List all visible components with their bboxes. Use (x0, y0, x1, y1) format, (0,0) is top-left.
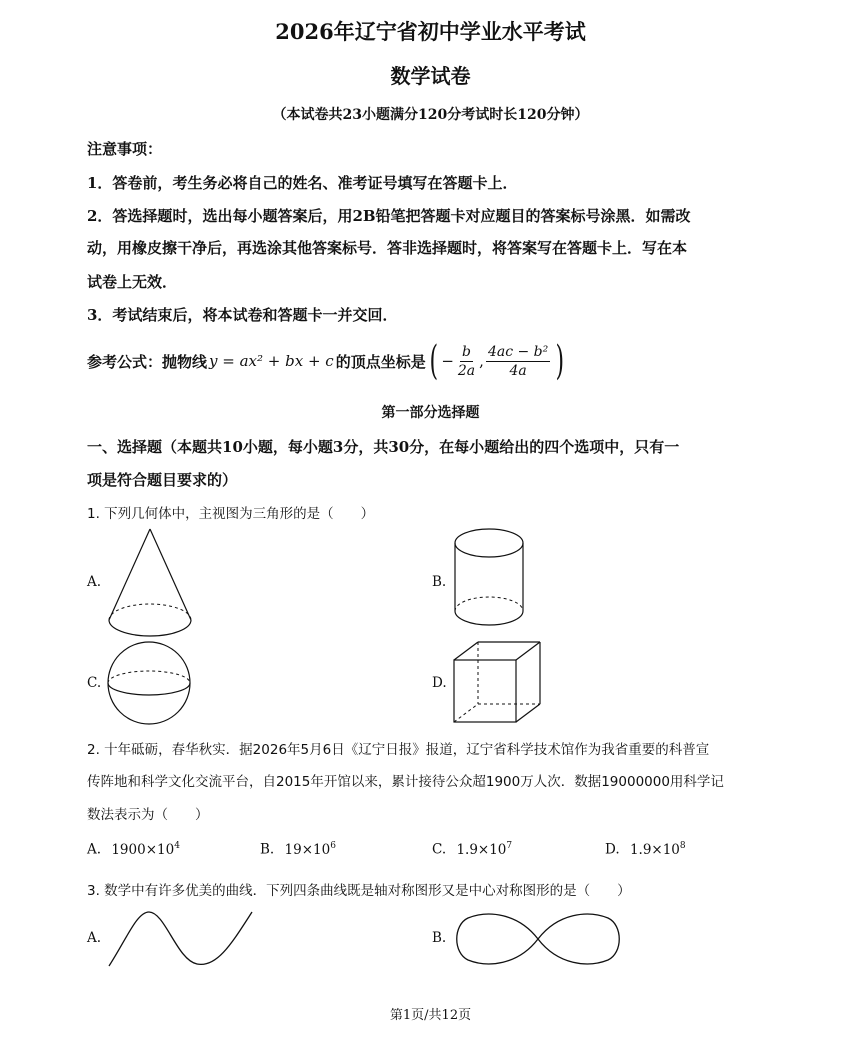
formula-middle: 的顶点坐标是 (335, 352, 426, 371)
fraction-2-numerator: 4ac − b² (487, 343, 549, 360)
q3-option-b-label: B. (432, 930, 447, 946)
q2-option-b-exp: 6 (330, 841, 336, 851)
sine-curve-icon (107, 908, 255, 970)
notice-item-2-line3: 试卷上无效． (87, 273, 178, 291)
q2-option-b (260, 841, 336, 858)
notice-item-2-line1: 2．答选择题时，选出每小题答案后，用2B铅笔把答题卡对应题目的答案标号涂黑．如需改 (87, 207, 691, 225)
q2-option-b-label: B. (260, 841, 275, 858)
q2-option-b-base: 19×10 (284, 841, 331, 858)
q1-option-c-label: C. (87, 675, 102, 691)
q2-option-a-label: A. (87, 841, 102, 858)
q3-option-a-label: A. (87, 930, 102, 946)
notice-heading: 注意事项： (87, 140, 163, 158)
question-2-line1: 2. 十年砥砺，春华秋实．据2026年5月6日《辽宁日报》报道，辽宁省科学技术馆作为我省重要的科普宣 (87, 742, 710, 758)
fraction-2 (486, 343, 550, 380)
formula-minus: − (441, 352, 454, 370)
right-paren: ) (555, 338, 565, 384)
section-instructions-line2: 项是符合题目要求的） (87, 471, 238, 489)
cylinder-icon (453, 527, 528, 632)
exam-info: （本试卷共23小题满分120分考试时长120分钟） (272, 107, 589, 123)
exam-title: 2026年辽宁省初中学业水平考试 (275, 19, 586, 44)
notice-item-3: 3．考试结束后，将本试卷和答题卡一并交回． (87, 306, 398, 324)
sphere-icon (106, 640, 192, 726)
formula-prefix: 参考公式：抛物线 (87, 352, 208, 371)
q1-option-d-label: D. (432, 675, 447, 691)
notice-item-2-line2: 动，用橡皮擦干净后，再选涂其他答案标号．答非选择题时，将答案写在答题卡上．写在本 (87, 239, 688, 257)
part-heading: 第一部分选择题 (381, 405, 480, 421)
section-instructions-line1: 一、选择题（本题共10小题，每小题3分，共30分，在每小题给出的四个选项中，只有一 (87, 438, 680, 456)
notice-item-1: 1．答卷前，考生务必将自己的姓名、准考证号填写在答题卡上． (87, 174, 518, 192)
fraction-1-denominator: 2a (457, 362, 476, 379)
cube-icon (452, 640, 544, 724)
q2-option-c (432, 841, 512, 858)
q2-option-d-exp: 8 (679, 841, 686, 851)
q2-option-c-exp: 7 (506, 841, 513, 851)
q2-option-d-label: D. (605, 841, 620, 858)
question-1-stem: 1. 下列几何体中，主视图为三角形的是（ ） (87, 506, 375, 522)
q2-option-c-base: 1.9×10 (456, 841, 507, 858)
exam-subtitle: 数学试卷 (390, 64, 471, 88)
question-2-line2: 传阵地和科学文化交流平台，自2015年开馆以来，累计接待公众超1900万人次．数据19000000用科学记 (87, 774, 724, 790)
q2-option-d (605, 841, 686, 858)
fraction-1 (456, 343, 477, 380)
q2-option-c-label: C. (432, 841, 447, 858)
q2-option-a-base: 1900×10 (111, 841, 175, 858)
lemniscate-icon (453, 908, 623, 970)
left-paren: ( (429, 338, 438, 384)
reference-formula (87, 338, 568, 384)
fraction-2-denominator: 4a (509, 362, 527, 379)
fraction-1-numerator: b (462, 343, 471, 360)
q1-option-a-label: A. (87, 574, 102, 590)
formula-equation: y = ax² + bx + c (209, 352, 334, 370)
question-2-line3: 数法表示为（ ） (87, 807, 209, 823)
q2-option-a-exp: 4 (174, 841, 180, 851)
cone-icon (105, 527, 195, 642)
page-footer: 第1页/共12页 (389, 1008, 472, 1023)
formula-comma: , (479, 352, 484, 370)
q1-option-b-label: B. (432, 574, 447, 590)
question-3-stem: 3. 数学中有许多优美的曲线．下列四条曲线既是轴对称图形又是中心对称图形的是（ ） (87, 883, 631, 899)
q2-option-d-base: 1.9×10 (629, 841, 680, 858)
q2-option-a (87, 841, 180, 858)
